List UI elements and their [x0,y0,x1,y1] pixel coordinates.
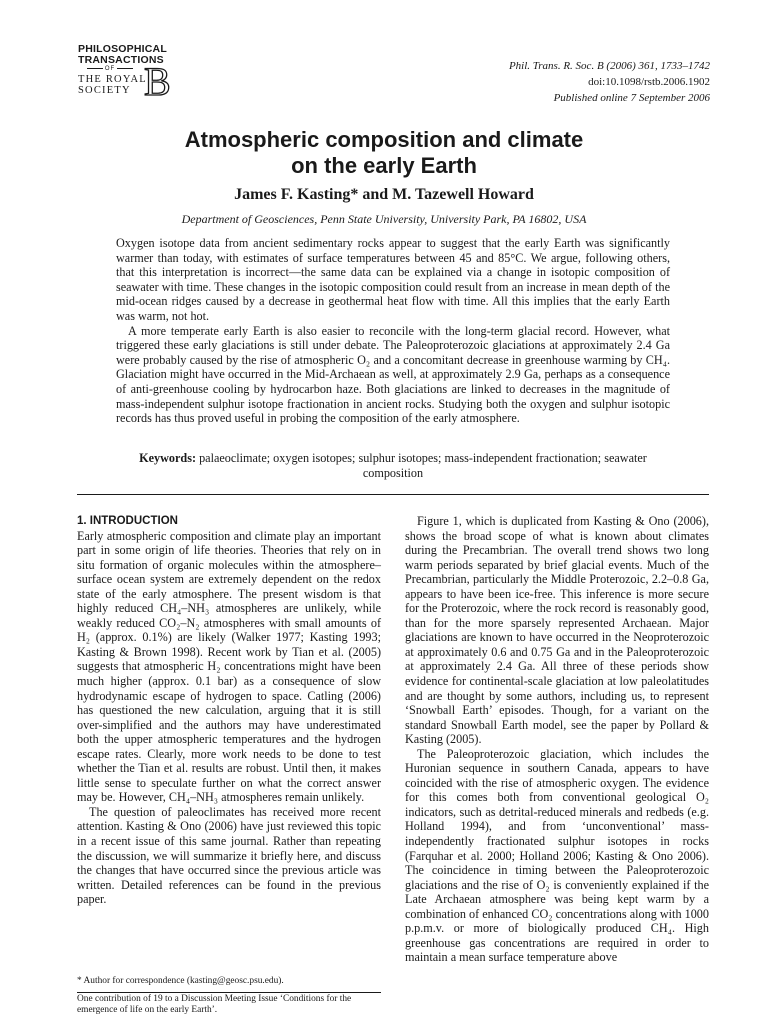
left-paragraph-2: The question of paleoclimates has received more recent attention. Kasting & Ono (2006) have just reviewed this topic in a recent issue of this same journal. Rather than repeating the discussion, we will summarize it briefly here, and discuss the changes that have occurred since the previous article was written. Detailed references can be found in the previous paper. [77,804,381,907]
logo-line3: THE ROYAL [78,74,147,85]
abstract-paragraph-2: A more temperate early Earth is also easier to reconcile with the long-term glacial record. However, what triggered these early glaciations is still under debate. The Paleoproterozoic glaciations at approximately 2.4 Ga were probably caused by the rise of atmospheric O₂ and a concomitant decrease in greenhouse warming by CH₄. Glaciation might have occurred in the Mid-Archaean as well, at approximately 2.9 Ga, perhaps as a consequence of anti-greenhouse cooling by hydrocarbon haze. Both glaciations are linked to decreases in the magnitude of mass-independent sulphur isotope fractionation in ancient rocks. Studying both the oxygen and sulphur isotopic records has thus proved useful in probing the composition of the early atmosphere. [116,323,670,426]
article-title [80,127,688,179]
authors: James F. Kasting* and M. Tazewell Howard [234,186,534,203]
keywords-text: palaeoclimate; oxygen isotopes; sulphur isotopes; mass-independent fractionation; seawater composition [199,451,647,480]
right-paragraph-1: Figure 1, which is duplicated from Kasting & Ono (2006), shows the broad scope of what is known about climates during the Precambrian. The overall trend shows two long warm periods separated by brief glacial events. Much of the Precambrian, particularly the Middle Proterozoic, 2.2–0.8 Ga, appears to have been ice-free. This inference is more secure for the Proterozoic, where the rock record is reasonably good, than for the more sparsely represented Archaean. Major glaciations are known to have occurred in the Neoproterozoic at approximately 0.6 and 0.75 Ga and in the Paleoproterozoic at approximately 2.4 Ga. All three of these periods show evidence for continental-scale glaciation at low paleolatitudes and are thought by some authors, including us, to represent ‘Snowball Earth’ episodes. Though, for a variant on the standard Snowball Earth model, see the paper by Pollard & Kasting (2005). [405,514,709,747]
footnote-divider [77,992,381,993]
affiliation: Department of Geosciences, Penn State University, University Park, PA 16802, USA [181,212,587,226]
section-heading: 1. INTRODUCTION [77,515,178,527]
logo-of: OF [78,66,142,72]
title-line2: on the early Earth [291,153,477,178]
left-paragraph-1: Early atmospheric composition and climate play an important part in some origin of life theories. Theories that rely on in situ formation of organic molecules within the atmosphere–surface ocean system are extremely dependent on the redox state of the early atmosphere. The present wisdom is that highly reduced CH₄–NH₃ atmospheres are unlikely, while weakly reduced CO₂–N₂ atmospheres with small amounts of H₂ (approx. 0.1%) are likely (Walker 1977; Kasting 1993; Kasting & Brown 1998). Recent work by Tian et al. (2005) suggests that atmospheric H₂ concentrations might have been much higher (approx. 0.1 bar) as a consequence of slow hydrodynamic escape of hydrogen to space. Catling (2006) has questioned the new calculation, arguing that it is still over-simplified and the authors may have underestimated both the upper atmospheric temperatures and the hydrogen escape rates. Clearly, more work needs to be done to test whether the Tian et al. results are robust. Until then, it makes little sense to speculate further on what the correct answer may be. However, CH₄–NH₃ atmospheres remain unlikely. [77,528,381,805]
journal-citation: Phil. Trans. R. Soc. B (2006) 361, 1733–1742 [508,60,710,72]
logo-line1: PHILOSOPHICAL [78,43,167,55]
left-column [77,514,381,907]
divider [77,494,709,495]
abstract-paragraph-1: Oxygen isotope data from ancient sedimentary rocks appear to suggest that the early Earth was significantly warmer than today, with estimates of surface temperatures between 45 and 85°C. We argue, following others, that this interpretation is incorrect—the same data can be explained via a change in isotopic composition of seawater with time. These changes in the isotopic composition could result from an increase in mean depth of the mid-ocean ridges caused by a decrease in geothermal heat flow with time. All this implies that the early Earth was warm, not hot. [116,236,670,323]
logo-line4: SOCIETY [78,85,131,96]
journal-info [380,58,710,106]
published-date: Published online 7 September 2006 [553,92,710,104]
logo-line2: TRANSACTIONS [78,54,164,66]
right-paragraph-2: The Paleoproterozoic glaciation, which includes the Huronian sequence in southern Canada, appears to have coincided with the rise of atmospheric oxygen. The evidence for this comes both from conventional geological O₂ indicators, such as detrital-reduced minerals and redbeds (e.g. Holland 1994), and from ‘unconventional’ mass-independently fractionated sulphur isotopes in rocks (Farquhar et al. 2000; Holland 2006; Kasting & Ono 2006). The coincidence in timing between the Paleoproterozoic glaciations and the rise of O₂ is conveniently explained if the Late Archaean atmosphere was being kept warm by a combination of enhanced CO₂ concentrations along with 1000 p.p.m.v. or more of biologically produced CH₄. High greenhouse gas concentrations are required in order to maintain a mean surface temperature above [405,746,709,965]
contribution-footnote: One contribution of 19 to a Discussion Meeting Issue ‘Conditions for the emergence of life on the early Earth’. [77,994,352,1015]
logo-b-icon: B [144,59,171,104]
royal-society-logo [78,44,178,104]
author-footnote: * Author for correspondence (kasting@geosc.psu.edu). [77,976,284,986]
title-line1: Atmospheric composition and climate [184,127,584,152]
doi: doi:10.1098/rstb.2006.1902 [588,76,710,88]
abstract [116,236,670,426]
keywords [116,451,670,480]
keywords-label: Keywords: [139,451,197,465]
right-column [405,514,709,965]
